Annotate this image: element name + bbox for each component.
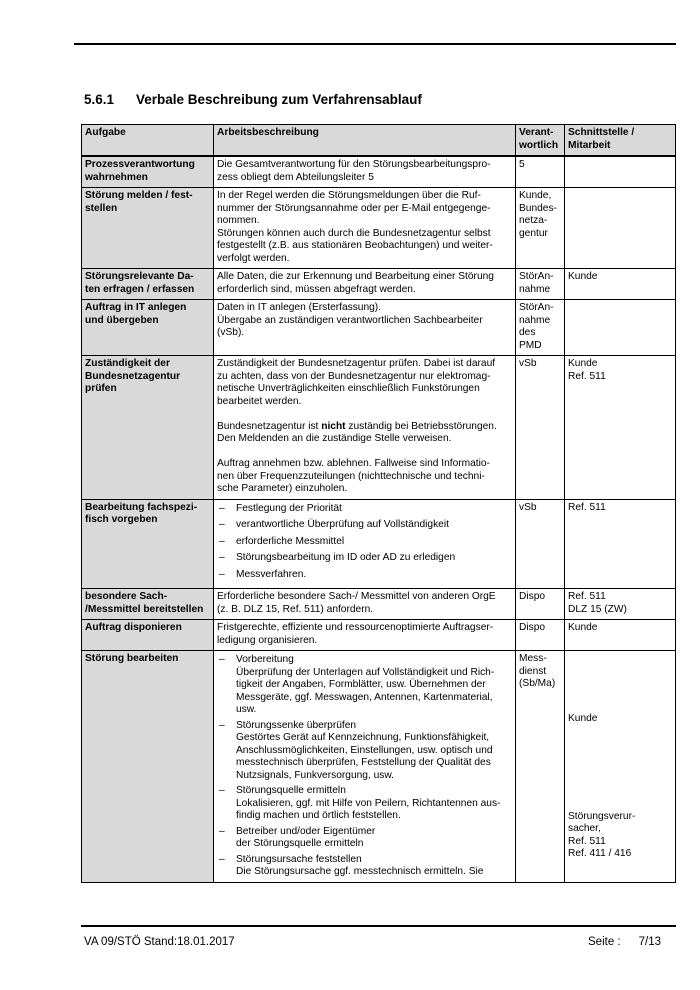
step-title: – Vorbereitung — [236, 654, 294, 665]
list-item — [217, 854, 512, 879]
header-arbeitsbeschreibung: Arbeitsbeschreibung — [214, 125, 516, 157]
interface-cell — [565, 188, 676, 269]
description-text — [217, 421, 512, 446]
header-schnittstelle: Schnittstelle / Mitarbeit — [565, 125, 676, 157]
step-title: – Störungssenke überprüfen — [236, 719, 357, 731]
table-row — [82, 300, 676, 356]
description-text: Alle Daten, die zur Erkennung und Bearbeitung einer Störung erforderlich sind, müssen abgefragt werden. — [217, 271, 494, 295]
interface-cell: Kunde — [565, 269, 676, 300]
step-detail: Überprüfung der Unterlagen auf Vollständigkeit und Rich- tigkeit der Angaben, Formblätter, usw. Übernehmen der Messgeräte, ggf. Messwagen, Antennen, Kartenmaterial, usw. — [236, 666, 495, 715]
task-cell: Prozessverantwortung wahrnehmen — [82, 156, 214, 188]
description-cell — [214, 156, 516, 188]
description-cell — [214, 269, 516, 300]
description-text-part: Bundesnetzagentur ist — [217, 420, 322, 432]
list-item: – erforderliche Messmittel — [217, 536, 512, 549]
list-item — [217, 720, 512, 783]
footer-rule — [81, 925, 676, 927]
responsible-cell: Mess- dienst (Sb/Ma) — [516, 651, 565, 883]
task-cell: Auftrag in IT anlegen und übergeben — [82, 300, 214, 356]
responsible-cell: Dispo — [516, 620, 565, 651]
description-text: Die Gesamtverantwortung für den Störungsbearbeitungspro- zess obliegt dem Abteilungsleiter 5 — [217, 159, 491, 183]
interface-cell — [565, 156, 676, 188]
task-cell: Störung bearbeiten — [82, 651, 214, 883]
step-detail: Gestörtes Gerät auf Kennzeichnung, Funktionsfähigkeit, Anschlussmöglichkeiten, Einstellungen, usw. optisch und messtechnisch überprüfen, Feststellung der Qualität des Nutzsignals, Funkversorgung, usw. — [236, 732, 493, 781]
task-cell: Störungsrelevante Da- ten erfragen / erfassen — [82, 269, 214, 300]
responsible-cell: StörAn- nahme des PMD — [516, 300, 565, 356]
step-title: – Störungsursache feststellen — [236, 853, 362, 865]
footer-document-id: VA 09/STÖ Stand:18.01.2017 — [84, 936, 235, 948]
interface-cell — [565, 651, 676, 883]
section-title: Verbale Beschreibung zum Verfahrensablauf — [136, 92, 422, 107]
header-aufgabe: Aufgabe — [82, 125, 214, 157]
task-cell: Zuständigkeit der Bundesnetzagentur prüfen — [82, 356, 214, 500]
table-row — [82, 651, 676, 883]
list-item: – verantwortliche Überprüfung auf Vollständigkeit — [217, 519, 512, 532]
interface-cell: Kunde — [565, 620, 676, 651]
step-detail: der Störungsquelle ermitteln — [236, 838, 364, 849]
responsible-cell: vSb — [516, 499, 565, 589]
interface-text: Störungsverur- sacher, Ref. 511 Ref. 411 / 416 — [568, 810, 636, 859]
header-rule — [74, 43, 676, 45]
responsible-cell: Kunde, Bundes- netza- gentur — [516, 188, 565, 269]
description-cell — [214, 589, 516, 620]
table-row — [82, 156, 676, 188]
description-cell — [214, 300, 516, 356]
interface-cell: Ref. 511 DLZ 15 (ZW) — [565, 589, 676, 620]
emphasis-text: nicht — [321, 420, 346, 432]
responsible-cell: vSb — [516, 356, 565, 500]
list-item: – Messverfahren. — [217, 569, 512, 582]
footer-page — [588, 936, 661, 948]
list-item — [217, 785, 512, 823]
table-row — [82, 269, 676, 300]
description-text: Zuständigkeit der Bundesnetzagentur prüfen. Dabei ist darauf zu achten, dass von der Bundesnetzagentur nur elektromag- netische Unverträglichkeiten einschließlich Funkstörungen bearbeitet werden. — [217, 358, 496, 407]
step-title: – Störungsquelle ermitteln — [236, 785, 346, 796]
step-detail: Lokalisieren, ggf. mit Hilfe von Peilern, Richtantennen aus- findig machen und örtlich feststellen. — [236, 797, 501, 821]
description-cell — [214, 356, 516, 500]
priority-list — [217, 503, 512, 582]
description-text: Fristgerechte, effiziente und ressourcenoptimierte Auftragser- ledigung organisieren. — [217, 622, 494, 646]
section-number: 5.6.1 — [84, 92, 115, 107]
description-text: In der Regel werden die Störungsmeldungen über die Ruf- nummer der Störungsannahme oder per E-Mail entgegenge- nommen. Störungen können auch durch die Bundesnetzagentur selbst festgestellt (z.B. aus stationären Beobachtungen) und weiter- verfolgt werden. — [217, 190, 493, 264]
task-cell: Auftrag disponieren — [82, 620, 214, 651]
procedure-table — [81, 124, 676, 883]
list-item — [217, 654, 512, 717]
description-cell — [214, 188, 516, 269]
page-number: 7/13 — [638, 936, 661, 948]
table-row — [82, 589, 676, 620]
responsible-cell: 5 — [516, 156, 565, 188]
description-cell — [214, 651, 516, 883]
header-verantwortlich: Verant- wortlich — [516, 125, 565, 157]
description-text: Daten in IT anlegen (Ersterfassung). Übergabe an zuständigen verantwortlichen Sachbearbeiter (vSb). — [217, 302, 483, 338]
task-cell: Bearbeitung fachspezi- fisch vorgeben — [82, 499, 214, 589]
description-text: Auftrag annehmen bzw. ablehnen. Fallweise sind Informatio- nen über Frequenzzuteilungen (nichttechnische und techni- sche Parameter) einzuholen. — [217, 458, 490, 494]
table-row — [82, 188, 676, 269]
interface-text: Kunde — [568, 713, 598, 724]
section-heading — [84, 92, 422, 107]
step-title: – Betreiber und/oder Eigentümer — [236, 825, 376, 837]
description-cell — [214, 620, 516, 651]
task-cell: Störung melden / fest- stellen — [82, 188, 214, 269]
steps-list — [217, 654, 512, 879]
interface-cell: Kunde Ref. 511 — [565, 356, 676, 500]
step-detail: Die Störungsursache ggf. messtechnisch ermitteln. Sie — [236, 866, 484, 877]
table-row — [82, 620, 676, 651]
page-label: Seite : — [588, 936, 621, 948]
description-cell — [214, 499, 516, 589]
table-header-row — [82, 125, 676, 157]
interface-cell — [565, 300, 676, 356]
list-item: – Störungsbearbeitung im ID oder AD zu erledigen — [217, 552, 512, 565]
responsible-cell: StörAn- nahme — [516, 269, 565, 300]
description-text: Erforderliche besondere Sach-/ Messmittel von anderen OrgE (z. B. DLZ 15, Ref. 511) anfordern. — [217, 591, 496, 615]
description-text-part: zuständig bei Betriebsstörungen. Den Meldenden an die zuständige Stelle verweisen. — [217, 420, 497, 444]
task-cell: besondere Sach- /Messmittel bereitstellen — [82, 589, 214, 620]
table-row — [82, 356, 676, 500]
responsible-cell: Dispo — [516, 589, 565, 620]
list-item — [217, 826, 512, 851]
interface-cell: Ref. 511 — [565, 499, 676, 589]
table-row — [82, 499, 676, 589]
list-item: – Festlegung der Priorität — [217, 503, 512, 516]
